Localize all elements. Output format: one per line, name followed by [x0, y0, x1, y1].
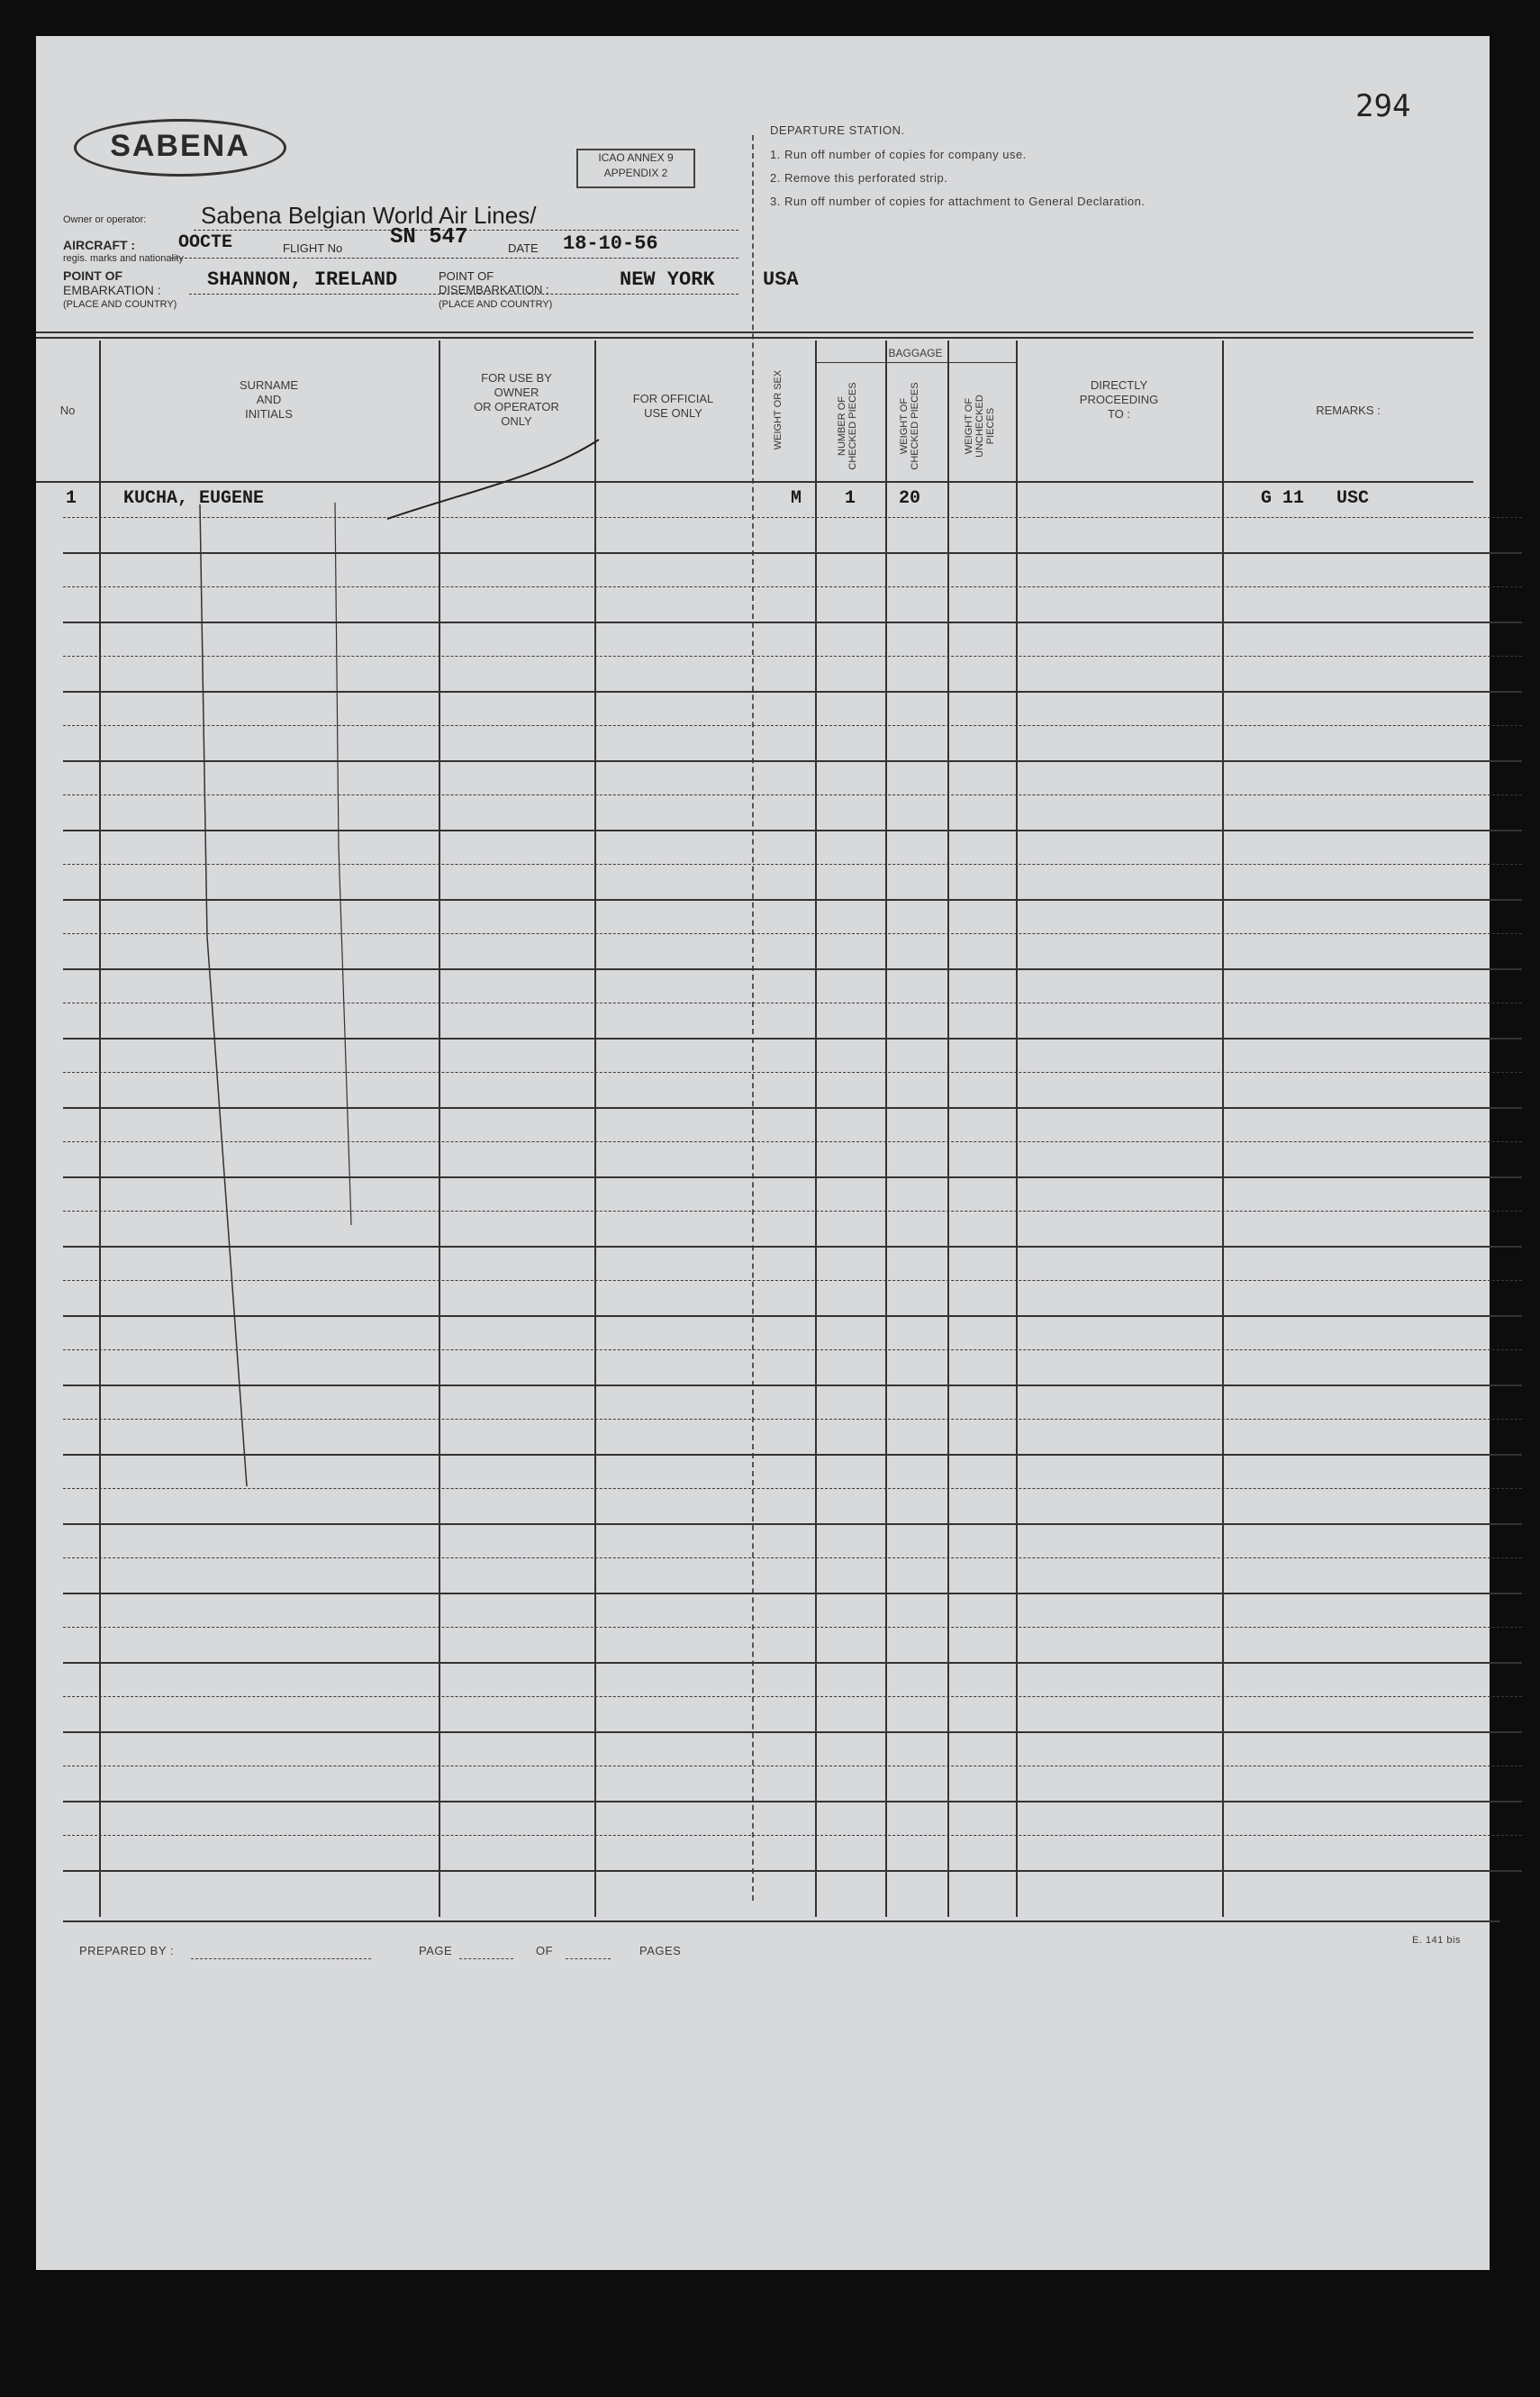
row-rule [63, 1246, 1522, 1248]
header-weight-checked: WEIGHT OF CHECKED PIECES [899, 382, 920, 470]
header-weight-sex: WEIGHT OR SEX [773, 369, 784, 450]
departure-title: DEPARTURE STATION. [770, 123, 905, 137]
embark-label-1: POINT OF [63, 268, 123, 283]
header-official-line-1: FOR OFFICIAL [632, 392, 714, 405]
row-weight: 20 [899, 488, 921, 509]
row-rule [63, 656, 1522, 657]
header-surname-line-3: INITIALS [245, 407, 293, 421]
row-sex: M [791, 488, 802, 509]
row-rule [63, 1731, 1522, 1733]
embark-sub: (PLACE AND COUNTRY) [63, 299, 177, 310]
row-rule [63, 794, 1522, 795]
row-no: 1 [66, 488, 77, 509]
row-rule [63, 1315, 1522, 1317]
footer-prepared-by: PREPARED BY : [79, 1944, 174, 1957]
row-rule [63, 691, 1522, 693]
pen-strokes [36, 36, 1490, 2270]
row-name: KUCHA, EUGENE [123, 488, 265, 509]
row-rule [63, 933, 1522, 934]
row-rule [63, 725, 1522, 726]
instruction-2: 2. Remove this perforated strip. [770, 171, 948, 185]
icao-line-1: ICAO ANNEX 9 [598, 151, 674, 164]
row-rule [63, 1038, 1522, 1040]
row-rule [63, 552, 1522, 554]
embark-label-2: EMBARKATION : [63, 283, 161, 297]
row-rule [63, 830, 1522, 831]
row-rule [63, 1523, 1522, 1525]
aircraft-value: OOCTE [178, 232, 233, 253]
embark-value: SHANNON, IRELAND [207, 268, 398, 291]
row-rule [63, 1419, 1522, 1420]
row-rule [63, 1141, 1522, 1142]
row-rule [63, 1801, 1522, 1802]
disembark-sub: (PLACE AND COUNTRY) [439, 299, 553, 310]
instruction-3: 3. Run off number of copies for attachment to General Declaration. [770, 195, 1146, 208]
footer-of: OF [536, 1944, 554, 1957]
page-number: 294 [1355, 88, 1411, 124]
row-rule [63, 1593, 1522, 1594]
date-value: 18-10-56 [563, 232, 658, 255]
row-rule [63, 1072, 1522, 1073]
row-rule [63, 1488, 1522, 1489]
row-rule [63, 1107, 1522, 1109]
footer-pages: PAGES [639, 1944, 682, 1957]
header-remarks: REMARKS : [1316, 404, 1381, 417]
header-owner-use-line-2: OWNER [494, 386, 539, 399]
aircraft-label: AIRCRAFT : [63, 238, 136, 252]
sabena-logo: SABENA [74, 119, 286, 177]
instruction-1: 1. Run off number of copies for company use. [770, 148, 1027, 161]
row-rule [63, 1870, 1522, 1872]
header-surname-line-1: SURNAME [239, 378, 298, 392]
header-directly-line-1: DIRECTLY [1090, 378, 1148, 392]
row-rule [63, 1627, 1522, 1628]
row-rule [63, 968, 1522, 970]
row-rule [63, 586, 1522, 587]
row-rule [63, 1557, 1522, 1558]
aircraft-sub: regis. marks and nationality [63, 253, 184, 264]
table-bottom-rule [63, 1920, 1500, 1922]
row-rule [63, 1211, 1522, 1212]
disembark-label-2: DISEMBARKATION : [439, 283, 549, 296]
row-rule [63, 1385, 1522, 1386]
footer-page: PAGE [419, 1944, 453, 1957]
header-surname-line-2: AND [256, 393, 282, 406]
row-rule [63, 1454, 1522, 1456]
row-pieces: 1 [845, 488, 856, 509]
row-rule [63, 1696, 1522, 1697]
disembark-country: USA [763, 268, 799, 291]
icao-line-2: APPENDIX 2 [603, 167, 668, 179]
header-no: No [59, 404, 76, 417]
header-official-line-2: USE ONLY [644, 406, 702, 420]
row-remarks: G 11 USC [1261, 488, 1370, 509]
header-owner-use-line-4: ONLY [501, 414, 532, 428]
row-rule [63, 864, 1522, 865]
page-line [459, 1958, 513, 1959]
disembark-value: NEW YORK [620, 268, 715, 291]
row-rule [63, 1662, 1522, 1664]
owner-value: Sabena Belgian World Air Lines/ [201, 202, 537, 229]
form-code: E. 141 bis [1412, 1935, 1461, 1946]
date-label: DATE [508, 241, 539, 255]
row-rule [63, 899, 1522, 901]
of-line [566, 1958, 611, 1959]
header-num-checked: NUMBER OF CHECKED PIECES [837, 382, 858, 470]
header-owner-use-line-1: FOR USE BY [481, 371, 552, 385]
header-directly-line-3: TO : [1107, 407, 1131, 421]
row-rule [63, 760, 1522, 762]
row-rule [63, 517, 1522, 518]
header-weight-unchecked: WEIGHT OF UNCHECKED PIECES [964, 395, 996, 458]
row-rule [63, 1349, 1522, 1350]
row-rule [63, 1835, 1522, 1836]
flight-label: FLIGHT No [283, 241, 343, 255]
header-baggage: BAGGAGE [888, 347, 943, 359]
header-owner-use-line-3: OR OPERATOR [474, 400, 559, 413]
disembark-label-1: POINT OF [439, 269, 494, 283]
prepared-by-line [191, 1958, 371, 1959]
row-rule [63, 622, 1522, 623]
flight-value: SN 547 [390, 225, 468, 250]
owner-label: Owner or operator: [63, 214, 147, 225]
header-directly-line-2: PROCEEDING [1079, 393, 1159, 406]
row-rule [63, 1280, 1522, 1281]
manifest-page [36, 36, 1490, 2270]
row-rule [63, 1176, 1522, 1178]
